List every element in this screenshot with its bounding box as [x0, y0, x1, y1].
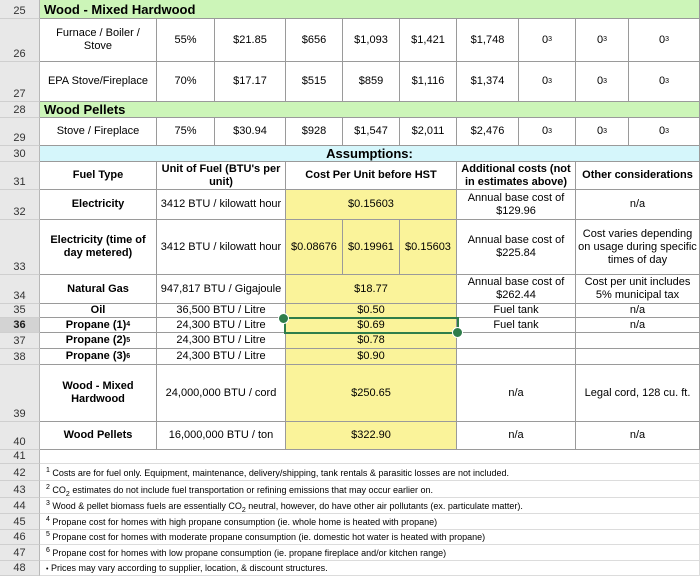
- additional-cost-cell[interactable]: [457, 349, 576, 365]
- unit-of-fuel-cell[interactable]: 3412 BTU / kilowatt hour: [157, 220, 286, 275]
- row-header-41[interactable]: 41: [0, 450, 40, 464]
- unit-of-fuel-cell[interactable]: 24,300 BTU / Litre: [157, 349, 286, 365]
- column-header-other[interactable]: Other considerations: [576, 162, 700, 190]
- efficiency-cell[interactable]: 75%: [157, 118, 215, 146]
- footnote-7: • Prices may vary according to supplier, location, & discount structures.: [46, 563, 328, 573]
- row-header-27[interactable]: 27: [0, 62, 40, 102]
- additional-cost-cell[interactable]: Annual base cost of $262.44: [457, 275, 576, 304]
- row-header-47[interactable]: 47: [0, 545, 40, 561]
- other-considerations-cell[interactable]: Legal cord, 128 cu. ft.: [576, 365, 700, 422]
- footnote-6: $^6$ Propane cost for homes with low propane consumption (ie. propane fireplace and/or kitchen range): [46, 547, 447, 558]
- row-header-34[interactable]: 34: [0, 275, 40, 304]
- row-header-30[interactable]: 30: [0, 146, 40, 162]
- column-header-additional-costs[interactable]: Additional costs (not in estimates above): [457, 162, 576, 190]
- footnote-4: $^4$ Propane cost for homes with high propane consumption (ie. whole home is heated with propane): [46, 516, 438, 527]
- emissions-cell[interactable]: 0 3: [629, 19, 700, 62]
- footnote-1: $^1$ Costs are for fuel only. Equipment, maintenance, delivery/shipping, tank rentals & parasitic losses are not included.: [46, 467, 509, 478]
- fuel-type-cell[interactable]: Electricity (time of day metered): [40, 220, 157, 275]
- equipment-furnace-boiler-stove[interactable]: Furnace / Boiler / Stove: [40, 19, 157, 62]
- emissions-cell[interactable]: 0 3: [519, 118, 576, 146]
- row-header-26[interactable]: 26: [0, 19, 40, 62]
- other-considerations-cell[interactable]: n/a: [576, 318, 700, 333]
- other-considerations-cell[interactable]: Cost varies depending on usage during specific times of day: [576, 220, 700, 275]
- row-header-31[interactable]: 31: [0, 162, 40, 190]
- fuel-type-cell[interactable]: Oil: [40, 304, 157, 318]
- additional-cost-cell[interactable]: n/a: [457, 365, 576, 422]
- selection-start-handle[interactable]: [278, 313, 289, 324]
- emissions-cell[interactable]: 0 3: [519, 62, 576, 102]
- row-header-32[interactable]: 32: [0, 190, 40, 220]
- section-header-wood-mixed[interactable]: Wood - Mixed Hardwood: [40, 0, 700, 19]
- unit-of-fuel-cell[interactable]: 24,300 BTU / Litre: [157, 318, 286, 333]
- cell-selection-range[interactable]: [284, 317, 459, 334]
- annual-cost-cell[interactable]: $1,421: [400, 19, 457, 62]
- other-considerations-cell[interactable]: [576, 333, 700, 349]
- fuel-type-cell[interactable]: Propane (1) 4: [40, 318, 157, 333]
- annual-cost-cell[interactable]: $928: [286, 118, 343, 146]
- fuel-type-cell[interactable]: Wood - Mixed Hardwood: [40, 365, 157, 422]
- annual-cost-cell[interactable]: $515: [286, 62, 343, 102]
- other-considerations-cell[interactable]: n/a: [576, 190, 700, 220]
- column-header-fuel-type[interactable]: Fuel Type: [40, 162, 157, 190]
- equipment-epa-stove[interactable]: EPA Stove/Fireplace: [40, 62, 157, 102]
- empty-row[interactable]: [40, 450, 700, 464]
- cost-on-peak-cell[interactable]: $0.19961: [343, 220, 400, 275]
- unit-cost-cell[interactable]: $21.85: [215, 19, 286, 62]
- annual-cost-cell[interactable]: $1,748: [457, 19, 519, 62]
- other-considerations-cell[interactable]: n/a: [576, 304, 700, 318]
- cost-mid-peak-cell[interactable]: $0.15603: [400, 220, 457, 275]
- row-header-40[interactable]: 40: [0, 422, 40, 450]
- fuel-type-cell[interactable]: Natural Gas: [40, 275, 157, 304]
- other-considerations-cell[interactable]: Cost per unit includes 5% municipal tax: [576, 275, 700, 304]
- cost-per-unit-cell[interactable]: $0.50: [286, 304, 457, 318]
- row-header-37[interactable]: 37: [0, 333, 40, 349]
- emissions-cell[interactable]: 0 3: [629, 62, 700, 102]
- row-header-35[interactable]: 35: [0, 304, 40, 318]
- row-header-28[interactable]: 28: [0, 102, 40, 118]
- emissions-cell[interactable]: 0 3: [576, 118, 629, 146]
- cost-per-unit-cell[interactable]: $0.78: [286, 333, 457, 349]
- cost-per-unit-cell[interactable]: $18.77: [286, 275, 457, 304]
- column-header-cost-per-unit[interactable]: Cost Per Unit before HST: [286, 162, 457, 190]
- cost-per-unit-cell[interactable]: $322.90: [286, 422, 457, 450]
- unit-cost-cell[interactable]: $17.17: [215, 62, 286, 102]
- annual-cost-cell[interactable]: $2,011: [400, 118, 457, 146]
- row-header-48[interactable]: 48: [0, 561, 40, 576]
- row-header-42[interactable]: 42: [0, 464, 40, 481]
- annual-cost-cell[interactable]: $1,374: [457, 62, 519, 102]
- emissions-cell[interactable]: 0 3: [576, 19, 629, 62]
- annual-cost-cell[interactable]: $2,476: [457, 118, 519, 146]
- unit-of-fuel-cell[interactable]: 36,500 BTU / Litre: [157, 304, 286, 318]
- row-header-33[interactable]: 33: [0, 220, 40, 275]
- row-header-38[interactable]: 38: [0, 349, 40, 365]
- row-header-45[interactable]: 45: [0, 514, 40, 530]
- unit-of-fuel-cell[interactable]: 16,000,000 BTU / ton: [157, 422, 286, 450]
- fuel-type-cell[interactable]: Wood Pellets: [40, 422, 157, 450]
- footnote-5: $^5$ Propane cost for homes with moderate propane consumption (ie. domestic hot water is heated with propane): [46, 531, 486, 542]
- footnote-2: $^2$ $CO_2$ estimates do not include fuel transportation or refining emissions that may occur earlier on.: [46, 484, 434, 498]
- additional-cost-cell[interactable]: Fuel tank: [457, 318, 576, 333]
- fuel-type-cell[interactable]: Electricity: [40, 190, 157, 220]
- unit-of-fuel-cell[interactable]: 947,817 BTU / Gigajoule: [157, 275, 286, 304]
- cost-per-unit-cell[interactable]: $0.90: [286, 349, 457, 365]
- unit-cost-cell[interactable]: $30.94: [215, 118, 286, 146]
- emissions-cell[interactable]: 0 3: [519, 19, 576, 62]
- additional-cost-cell[interactable]: Fuel tank: [457, 304, 576, 318]
- selection-end-handle[interactable]: [452, 327, 463, 338]
- unit-of-fuel-cell[interactable]: 24,000,000 BTU / cord: [157, 365, 286, 422]
- annual-cost-cell[interactable]: $656: [286, 19, 343, 62]
- annual-cost-cell[interactable]: $1,093: [343, 19, 400, 62]
- row-header-36[interactable]: 36: [0, 318, 40, 333]
- annual-cost-cell[interactable]: $859: [343, 62, 400, 102]
- cost-per-unit-cell[interactable]: $250.65: [286, 365, 457, 422]
- row-header-29[interactable]: 29: [0, 118, 40, 146]
- other-considerations-cell[interactable]: [576, 349, 700, 365]
- column-header-unit-of-fuel[interactable]: Unit of Fuel (BTU's per unit): [157, 162, 286, 190]
- efficiency-cell[interactable]: 55%: [157, 19, 215, 62]
- other-considerations-cell[interactable]: n/a: [576, 422, 700, 450]
- row-header-43[interactable]: 43: [0, 481, 40, 498]
- row-header-39[interactable]: 39: [0, 365, 40, 422]
- additional-cost-cell[interactable]: Annual base cost of $129.96: [457, 190, 576, 220]
- additional-cost-cell[interactable]: n/a: [457, 422, 576, 450]
- footnote-3: $^3$ Wood & pellet biomass fuels are essentially $CO_2$ neutral, however, do have other air pollutants (ex. particulate matter).: [46, 500, 523, 514]
- equipment-pellet-stove[interactable]: Stove / Fireplace: [40, 118, 157, 146]
- cost-per-unit-cell[interactable]: $0.69: [286, 318, 457, 333]
- fuel-type-cell[interactable]: Propane (3) 6: [40, 349, 157, 365]
- section-header-wood-pellets[interactable]: Wood Pellets: [40, 102, 700, 118]
- row-header-25[interactable]: 25: [0, 0, 40, 19]
- assumptions-header[interactable]: Assumptions:: [40, 146, 700, 162]
- row-header-44[interactable]: 44: [0, 498, 40, 514]
- emissions-cell[interactable]: 0 3: [576, 62, 629, 102]
- fuel-type-cell[interactable]: Propane (2) 5: [40, 333, 157, 349]
- emissions-cell[interactable]: 0 3: [629, 118, 700, 146]
- row-header-46[interactable]: 46: [0, 530, 40, 545]
- additional-cost-cell[interactable]: [457, 333, 576, 349]
- annual-cost-cell[interactable]: $1,547: [343, 118, 400, 146]
- cost-off-peak-cell[interactable]: $0.08676: [286, 220, 343, 275]
- additional-cost-cell[interactable]: Annual base cost of $225.84: [457, 220, 576, 275]
- efficiency-cell[interactable]: 70%: [157, 62, 215, 102]
- unit-of-fuel-cell[interactable]: 3412 BTU / kilowatt hour: [157, 190, 286, 220]
- cost-per-unit-cell[interactable]: $0.15603: [286, 190, 457, 220]
- annual-cost-cell[interactable]: $1,116: [400, 62, 457, 102]
- unit-of-fuel-cell[interactable]: 24,300 BTU / Litre: [157, 333, 286, 349]
